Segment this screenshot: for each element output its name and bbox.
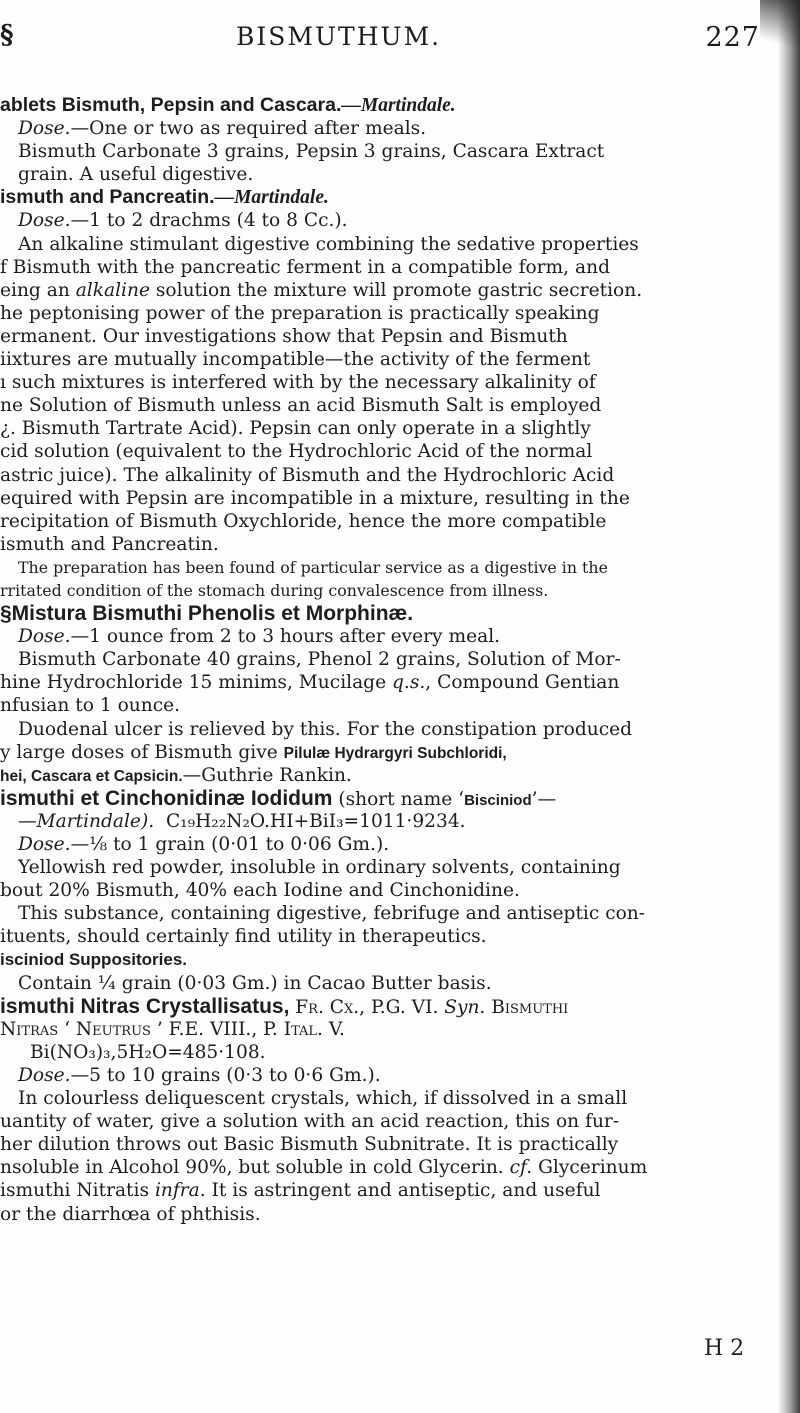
chemical-formula: Bi(NO₃)₃,5H₂O=485·108.	[30, 1041, 266, 1063]
body-line: Bismuth Carbonate 3 grains, Pepsin 3 grains, Cascara Extract	[18, 141, 605, 163]
pilulae-reference-cont: hei, Cascara et Capsicin.	[0, 767, 183, 785]
note-line: The preparation has been found of particular service as a digestive in the	[18, 557, 608, 577]
body-line: or the diarrhœa of phthisis.	[0, 1203, 261, 1225]
body-line: her dilution throws out Basic Bismuth Subnitrate. It is practically	[0, 1134, 619, 1156]
synonym-name: Bismuthi	[491, 996, 569, 1018]
body-line: hine Hydrochloride 15 minims, Mucilage q.s., Compound Gentian	[0, 672, 620, 694]
body-line: he peptonising power of the preparation is practically speaking	[0, 302, 600, 324]
body-line: cid solution (equivalent to the Hydrochloric Acid of the normal	[0, 441, 593, 463]
dose-text: —⅛ to 1 grain (0·01 to 0·06 Gm.).	[70, 834, 390, 855]
entry-heading	[0, 186, 770, 209]
pharmacopoeia-refs: Fr. Cx., P.G. VI.	[295, 996, 439, 1018]
body-line: In colourless deliquescent crystals, which, if dissolved in a small	[18, 1088, 628, 1110]
body-line: nfusian to 1 ounce.	[0, 695, 181, 717]
note-line: rritated condition of the stomach during convalescence from illness.	[0, 580, 549, 600]
entry-source: —Martindale.	[341, 95, 456, 116]
body-line: iixtures are mutually incompatible—the activity of the ferment	[0, 349, 591, 371]
body-line	[0, 764, 770, 787]
emphasis-alkaline: alkaline	[75, 279, 150, 301]
body-line: eing an alkaline solution the mixture will promote gastric secretion.	[0, 279, 643, 301]
body-line: ne Solution of Bismuth unless an acid Bismuth Salt is employed	[0, 395, 602, 417]
entry-heading	[0, 995, 770, 1018]
body-line: equired with Pepsin are incompatible in a mixture, resulting in the	[0, 487, 630, 509]
dose-text: —5 to 10 grains (0·3 to 0·6 Gm.).	[70, 1064, 381, 1086]
page-body	[0, 94, 770, 1226]
body-line: Bismuth Carbonate 40 grains, Phenol 2 grains, Solution of Mor-	[18, 649, 621, 671]
dose-line	[0, 117, 770, 140]
body-line: recipitation of Bismuth Oxychloride, hence the more compatible	[0, 510, 607, 532]
dose-label: Dose.	[18, 626, 71, 648]
body-line: ¿. Bismuth Tartrate Acid). Pepsin can only operate in a slightly	[0, 418, 591, 440]
dose-text: —1 to 2 drachms (4 to 8 Cc.).	[70, 210, 348, 232]
dose-label: Dose.	[18, 834, 71, 855]
short-name: Bisciniod	[464, 791, 532, 809]
attribution: —Guthrie Rankin.	[182, 764, 352, 786]
body-line: Yellowish red powder, insoluble in ordinary solvents, containing	[18, 857, 621, 879]
dose-line	[0, 1064, 770, 1087]
emphasis-infra: infra	[154, 1180, 200, 1202]
emphasis-qs: q.s.	[392, 672, 426, 694]
formula-line	[0, 810, 770, 833]
dose-text: —1 ounce from 2 to 3 hours after every meal.	[70, 626, 501, 648]
entry-title: ismuthi Nitras Crystallisatus,	[0, 994, 290, 1018]
running-head	[0, 14, 770, 54]
dose-line	[0, 209, 770, 232]
body-line: uantity of water, give a solution with an acid reaction, this on fur-	[0, 1111, 620, 1133]
dose-text: —One or two as required after meals.	[70, 118, 427, 140]
page-edge-shadow	[778, 0, 800, 1413]
entry-heading: §Mistura Bismuthi Phenolis et Morphinæ.	[0, 602, 414, 626]
body-line: Contain ¼ grain (0·03 Gm.) in Cacao Butter basis.	[18, 972, 492, 994]
body-line	[0, 741, 770, 764]
body-line: This substance, containing digestive, febrifuge and antiseptic con-	[18, 903, 646, 925]
body-line: grain. A useful digestive.	[18, 164, 254, 186]
dose-label: Dose.	[18, 118, 71, 140]
body-line: f Bismuth with the pancreatic ferment in a compatible form, and	[0, 256, 610, 278]
body-line: ermanent. Our investigations show that Pepsin and Bismuth	[0, 325, 568, 347]
short-name-text: (short name ‘	[338, 788, 465, 810]
synonym-line: Nitras ‘ Neutrus ’ F.E. VIII., P. Ital. V.	[0, 1018, 345, 1040]
entry-heading	[0, 94, 770, 117]
entry-title: ablets Bismuth, Pepsin and Cascara.	[0, 94, 342, 116]
entry-heading	[0, 787, 770, 810]
body-line: Duodenal ulcer is relieved by this. For the constipation produced	[18, 718, 633, 740]
sub-heading: isciniod Suppositories.	[0, 950, 188, 970]
body-line: An alkaline stimulant digestive combining the sedative properties	[18, 233, 639, 255]
body-line: bout 20% Bismuth, 40% each Iodine and Cinchonidine.	[0, 880, 520, 902]
dose-label: Dose.	[18, 1064, 71, 1086]
chemical-formula: C₁₉H₂₂N₂O.HI+BiI₃=1011·9234.	[165, 810, 466, 832]
emphasis-cf: cf.	[509, 1157, 533, 1179]
running-head-mark: §	[0, 20, 15, 50]
body-text: y large doses of Bismuth give	[0, 741, 278, 763]
running-head-title: BISMUTHUM.	[236, 22, 442, 51]
entry-title: ismuthi et Cinchonidinæ Iodidum	[0, 786, 333, 810]
dose-line	[0, 625, 770, 648]
synonym-label: Syn.	[444, 996, 486, 1018]
body-line: ı such mixtures is interfered with by the necessary alkalinity of	[0, 372, 596, 394]
entry-source: —Martindale).	[18, 810, 155, 832]
dose-label: Dose.	[18, 210, 71, 232]
entry-title: ismuth and Pancreatin.	[0, 186, 215, 209]
body-line: ituents, should certainly find utility in therapeutics.	[0, 926, 487, 948]
pilulae-reference: Pilulæ Hydrargyri Subchloridi,	[283, 744, 507, 762]
body-line: astric juice). The alkalinity of Bismuth and the Hydrochloric Acid	[0, 464, 615, 486]
body-line: nsoluble in Alcohol 90%, but soluble in cold Glycerin. cf. Glycerinum	[0, 1157, 648, 1179]
page-number: 227	[705, 22, 760, 53]
body-line: ismuthi Nitratis infra. It is astringent and antiseptic, and useful	[0, 1180, 601, 1202]
entry-source: —Martindale.	[214, 187, 329, 209]
short-name-close: ’—	[531, 788, 557, 810]
dose-line	[0, 833, 770, 856]
body-line: ismuth and Pancreatin.	[0, 533, 219, 555]
signature-mark: H 2	[704, 1336, 745, 1361]
